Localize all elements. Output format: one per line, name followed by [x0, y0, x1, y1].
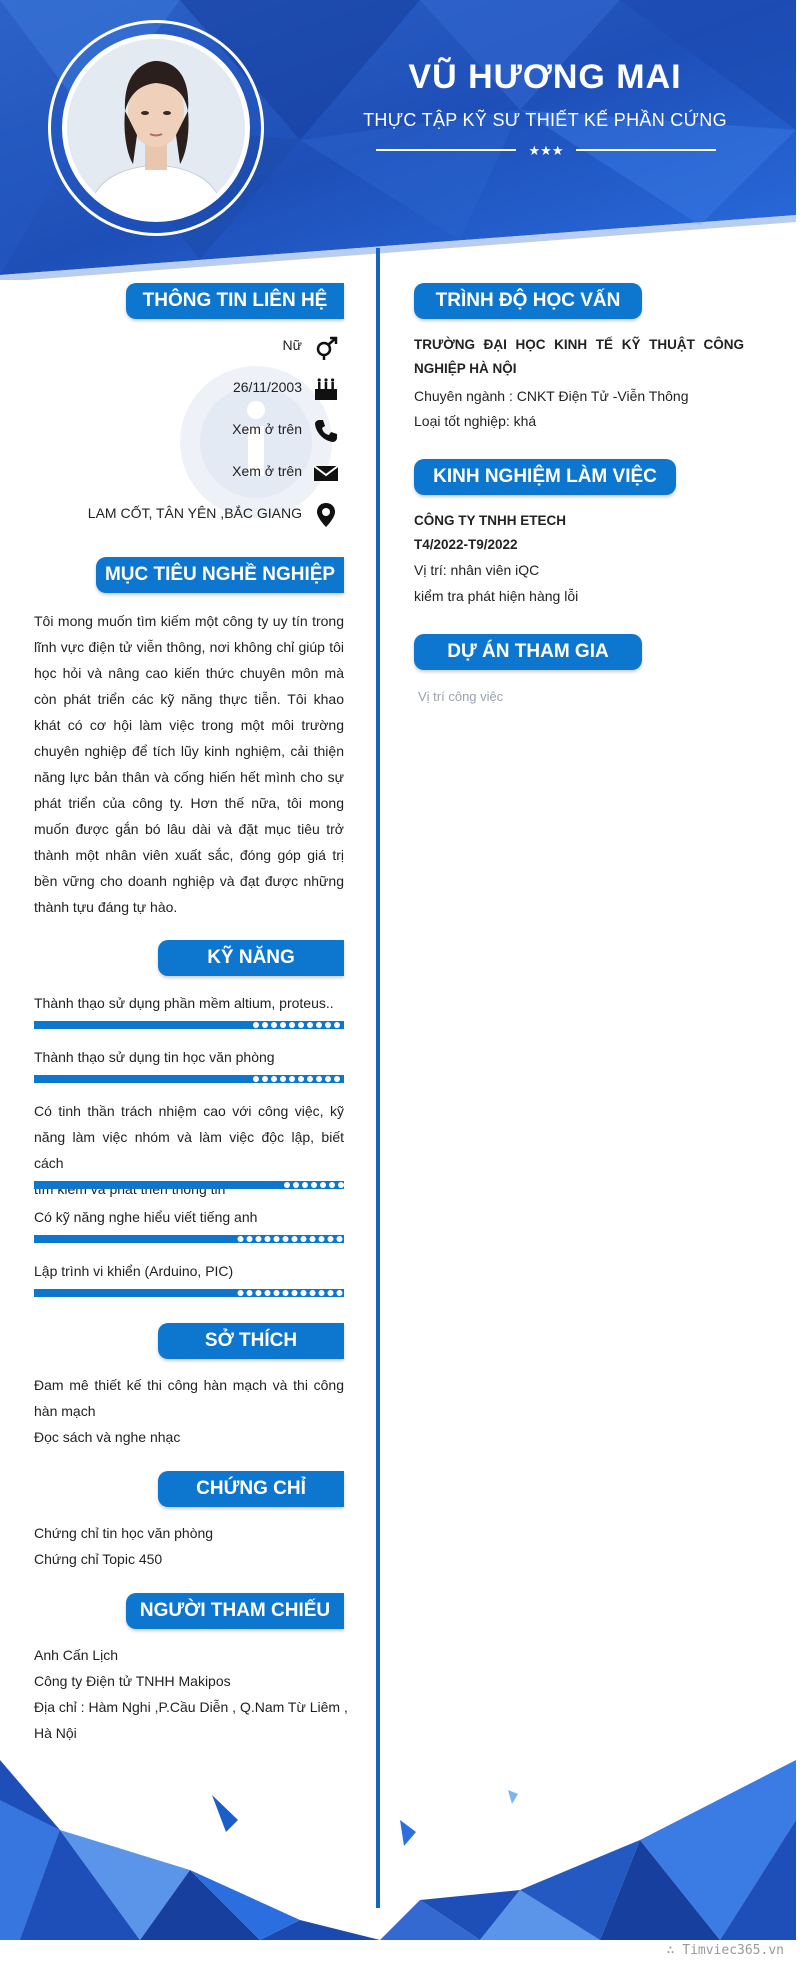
education-section-title: TRÌNH ĐỘ HỌC VẤN — [414, 283, 642, 319]
footer-watermark: ∴ Timviec365.vn — [666, 1943, 784, 1958]
skill-label-line: Có tinh thần trách nhiệm cao với công việc, kỹ — [34, 1103, 344, 1119]
skill-level-bar — [34, 1288, 344, 1298]
experience-period: T4/2022-T9/2022 — [414, 537, 518, 552]
experience-role: Vị trí: nhân viên iQC — [414, 562, 540, 578]
text-line: học hỏi và nâng cao kiến thức chuyên môn mà — [34, 665, 344, 681]
school-line-2: NGHIỆP HÀ NỘI — [414, 361, 517, 376]
skill-label-line: Có kỹ năng nghe hiểu viết tiếng anh — [34, 1209, 258, 1225]
contact-section-title: THÔNG TIN LIÊN HỆ — [126, 283, 344, 319]
hobbies-text — [34, 1372, 344, 1450]
envelope-icon — [312, 459, 340, 487]
text-line: bền vững cho doanh nghiệp và đạt được những — [34, 873, 344, 889]
skill-label — [34, 1258, 344, 1284]
text-line: Anh Cấn Lịch — [34, 1647, 119, 1663]
contact-email-value: Xem ở trên — [232, 463, 302, 479]
experience-company: CÔNG TY TNHH ETECH — [414, 513, 567, 528]
skill-label-line: năng làm việc nhóm và làm việc độc lập, biết cách — [34, 1129, 344, 1171]
projects-section-title: DỰ ÁN THAM GIA — [414, 634, 642, 670]
experience-task: kiểm tra phát hiện hàng lỗi — [414, 588, 579, 604]
portrait-image — [67, 39, 245, 217]
column-divider — [376, 248, 380, 1908]
contact-phone — [40, 417, 340, 447]
experience-section-title: KINH NGHIỆM LÀM VIỆC — [414, 459, 676, 495]
skill-label-line: Thành thạo sử dụng tin học văn phòng — [34, 1049, 275, 1065]
text-line: còn phát triển các kỹ năng thực tiễn. Tôi khao — [34, 691, 344, 707]
contact-email — [40, 459, 340, 489]
candidate-position: THỰC TẬP KỸ SƯ THIẾT KẾ PHẦN CỨNG — [363, 110, 727, 130]
skill-level-bar — [34, 1074, 344, 1084]
text-line: chuyên nghiệp để tích lũy kinh nghiệm, cải thiện — [34, 743, 344, 759]
contact-birthday — [40, 375, 340, 405]
school-line-1: TRƯỜNG ĐẠI HỌC KINH TẾ KỸ THUẬT CÔNG — [414, 337, 744, 352]
text-line: Đam mê thiết kế thi công hàn mạch và thi công — [34, 1377, 344, 1393]
phone-icon — [312, 417, 340, 445]
text-line: thành một nhân viên xuất sắc, đóng góp giá trị — [34, 847, 344, 863]
references-section-title: NGƯỜI THAM CHIẾU — [126, 1593, 344, 1629]
contact-address — [40, 501, 340, 531]
education-grade: Loại tốt nghiệp: khá — [414, 413, 537, 429]
text-line: Hà Nội — [34, 1725, 77, 1741]
contact-gender-value: Nữ — [282, 337, 302, 353]
avatar — [62, 34, 250, 222]
certificates-section-title: CHỨNG CHỈ — [158, 1471, 344, 1507]
text-line: thành tựu đáng tự hào. — [34, 899, 178, 915]
location-pin-icon — [312, 501, 340, 529]
text-line: Đọc sách và nghe nhạc — [34, 1429, 181, 1445]
text-line: lĩnh vực điện tử viễn thông, nơi không chỉ giúp tôi — [34, 639, 344, 655]
gender-icon — [312, 333, 340, 361]
text-line: Tôi mong muốn tìm kiếm một công ty uy tín trong — [34, 613, 344, 629]
education-major: Chuyên ngành : CNKT Điện Tử -Viễn Thông — [414, 388, 689, 404]
bottom-decoration — [0, 1760, 796, 1940]
contact-phone-value: Xem ở trên — [232, 421, 302, 437]
skill-label-line: Lập trình vi khiển (Arduino, PIC) — [34, 1263, 234, 1279]
certificates-text — [34, 1520, 344, 1572]
text-line: Chứng chỉ Topic 450 — [34, 1551, 163, 1567]
text-line: Địa chỉ : Hàm Nghi ,P.Cầu Diễn , Q.Nam Từ Liêm , — [34, 1699, 348, 1715]
projects-placeholder: Vị trí công việc — [418, 689, 504, 704]
skill-level-bar — [34, 1180, 344, 1190]
candidate-name: VŨ HƯƠNG MAI — [408, 58, 682, 96]
svg-text:★★★: ★★★ — [528, 144, 564, 159]
objective-text — [34, 608, 344, 920]
contact-birthday-value: 26/11/2003 — [232, 379, 302, 395]
text-line: hàn mạch — [34, 1403, 96, 1419]
education-school — [414, 333, 744, 381]
text-line: Công ty Điện tử TNHH Makipos — [34, 1673, 231, 1689]
skill-label — [34, 1204, 344, 1230]
skills-section-title: KỸ NĂNG — [158, 940, 344, 976]
skill-level-bar — [34, 1020, 344, 1030]
skill-label — [34, 990, 344, 1016]
text-line: năng lực bản thân và cống hiến hết mình cho sự — [34, 769, 344, 785]
hobbies-section-title: SỞ THÍCH — [158, 1323, 344, 1359]
objective-section-title: MỤC TIÊU NGHỀ NGHIỆP — [96, 557, 344, 593]
text-line: muốn được gắn bó lâu dài và đặt mục tiêu trở — [34, 821, 344, 837]
skill-label — [34, 1044, 344, 1070]
text-line: khát có cơ hội làm việc trong một môi trường — [34, 717, 344, 733]
stars-ornament — [376, 140, 716, 160]
birthday-cake-icon — [312, 375, 340, 403]
references-text — [34, 1642, 354, 1746]
text-line: Chứng chỉ tin học văn phòng — [34, 1525, 214, 1541]
skill-label-line: Thành thạo sử dụng phần mềm altium, proteus.. — [34, 995, 334, 1011]
contact-gender — [40, 333, 340, 363]
skill-level-bar — [34, 1234, 344, 1244]
text-line: phát triển của công ty. Hơn thế nữa, tôi mong — [34, 795, 344, 811]
contact-address-value: LAM CỐT, TÂN YÊN ,BẮC GIANG — [87, 505, 302, 521]
